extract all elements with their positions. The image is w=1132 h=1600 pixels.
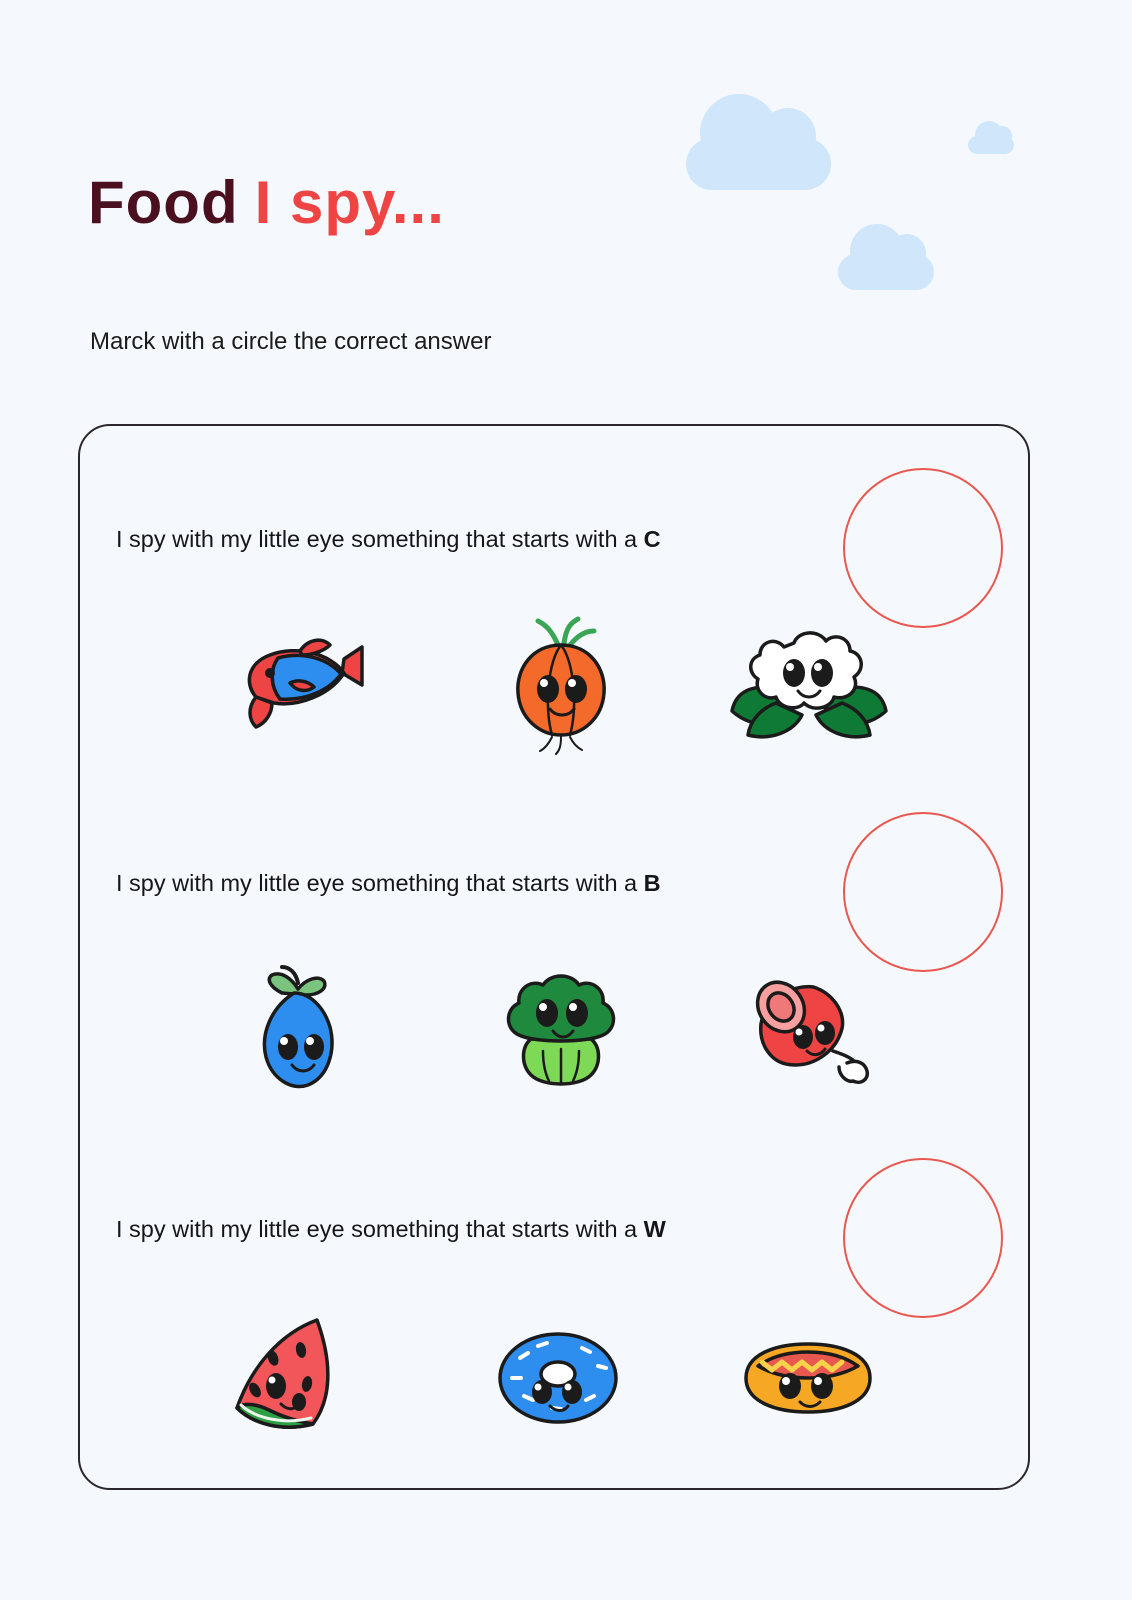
cauliflower-icon — [724, 611, 894, 761]
option-ham[interactable] — [724, 950, 894, 1110]
ham-icon — [729, 955, 889, 1105]
question-text-1 — [116, 526, 661, 553]
cloud-icon-medium — [838, 254, 934, 290]
question-text-3 — [116, 1216, 666, 1243]
option-fish[interactable] — [216, 606, 386, 766]
option-onion[interactable] — [476, 606, 646, 766]
answer-circle-3[interactable] — [843, 1158, 1003, 1318]
worksheet-card — [78, 424, 1030, 1490]
options-row-3 — [116, 1296, 916, 1456]
page-title-part1: Food — [88, 169, 239, 236]
fish-icon — [226, 611, 376, 761]
question-letter-1: C — [643, 526, 661, 552]
eggplant-icon — [226, 955, 376, 1105]
question-letter-3: W — [643, 1216, 666, 1242]
answer-circle-2[interactable] — [843, 812, 1003, 972]
broccoli-icon — [481, 955, 641, 1105]
answer-circle-1[interactable] — [843, 468, 1003, 628]
option-donut[interactable] — [476, 1296, 646, 1456]
question-prompt-2: I spy with my little eye something that starts with a — [116, 870, 638, 896]
options-row-2 — [116, 950, 916, 1110]
option-watermelon[interactable] — [216, 1296, 386, 1456]
page-title-part2: I spy... — [254, 169, 445, 236]
options-row-1 — [116, 606, 916, 766]
option-broccoli[interactable] — [476, 950, 646, 1110]
option-eggplant[interactable] — [216, 950, 386, 1110]
watermelon-icon — [221, 1306, 381, 1446]
option-cauliflower[interactable] — [724, 606, 894, 766]
hotdog-icon — [724, 1306, 894, 1446]
cloud-icon-small — [968, 136, 1014, 154]
question-prompt-1: I spy with my little eye something that starts with a — [116, 526, 638, 552]
option-hotdog[interactable] — [724, 1296, 894, 1456]
question-text-2 — [116, 870, 661, 897]
donut-icon — [486, 1306, 636, 1446]
question-letter-2: B — [643, 870, 661, 896]
question-prompt-3: I spy with my little eye something that starts with a — [116, 1216, 638, 1242]
instruction-text: Marck with a circle the correct answer — [90, 328, 492, 355]
page-title — [88, 168, 445, 237]
onion-icon — [486, 611, 636, 761]
cloud-icon-large — [686, 138, 831, 190]
